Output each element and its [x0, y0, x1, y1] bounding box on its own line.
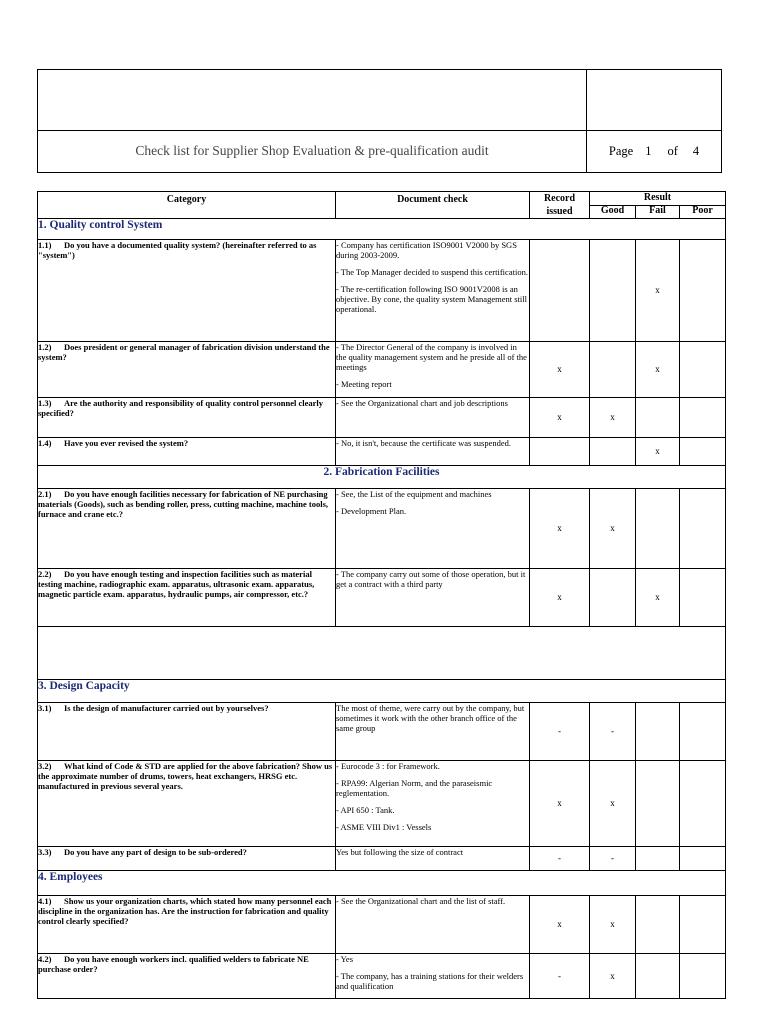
good-mark: [590, 569, 636, 627]
good-header: Good: [590, 206, 636, 219]
record-mark: -: [530, 954, 590, 999]
section-title: 2. Fabrication Facilities: [38, 466, 726, 489]
document-check-item: - The company carry out some of those operation, but it get a contract with a third party: [336, 569, 526, 590]
table-row: [38, 703, 726, 761]
fail-mark: [636, 847, 680, 871]
document-check-cell: [336, 489, 530, 569]
record-mark: -: [530, 703, 590, 761]
question-cell: [38, 954, 336, 999]
question-cell: [38, 398, 336, 438]
document-check-item: - The company, has a training stations for their welders and qualification: [336, 971, 524, 992]
fail-mark: x: [636, 569, 680, 627]
question-text: Have you ever revised the system?: [64, 438, 189, 448]
section-title: 1. Quality control System: [38, 219, 726, 240]
document-check-cell: [336, 398, 530, 438]
poor-mark: [680, 398, 726, 438]
page-current: 1: [645, 143, 652, 158]
question-cell: [38, 847, 336, 871]
question-text: What kind of Code & STD are applied for the above fabrication? Show us the approximate number of drums, towers, heat exchangers, HRSG etc. manufactured in previous several years.: [38, 761, 333, 792]
question-text: Show us your organization charts, which stated how many personnel each discipline in the organization has. Are the instruction for fabrication and quality control clearly specified?: [38, 896, 332, 927]
document-check-item: The most of theme, were carry out by the company, but sometimes it work with the other branch office of the same group: [336, 703, 525, 734]
document-check-cell: [336, 761, 530, 847]
poor-mark: [680, 847, 726, 871]
table-row: [38, 569, 726, 627]
document-check-item: - API 650 : Tank.: [336, 805, 395, 816]
question-cell: [38, 703, 336, 761]
question-cell: [38, 761, 336, 847]
document-check-item: - Meeting report: [336, 379, 392, 390]
poor-mark: [680, 761, 726, 847]
document-check-cell: [336, 703, 530, 761]
question-text: Is the design of manufacturer carried out by yourselves?: [64, 703, 269, 713]
document-check-cell: [336, 569, 530, 627]
document-check-item: - See, the List of the equipment and machines: [336, 489, 492, 499]
record-mark: x: [530, 896, 590, 954]
document-check-cell: [336, 342, 530, 398]
section-row: [38, 466, 726, 489]
record-mark: x: [530, 398, 590, 438]
checklist-table: [37, 191, 726, 999]
poor-header: Poor: [680, 206, 726, 219]
record-mark: [530, 240, 590, 342]
record-mark: x: [530, 342, 590, 398]
question-number: 3.3): [38, 847, 52, 857]
record-issued-header: [530, 192, 590, 219]
question-cell: [38, 569, 336, 627]
document-check-item: Yes but following the size of contract: [336, 847, 464, 857]
question-number: 3.2): [38, 761, 52, 771]
document-check-cell: [336, 240, 530, 342]
record-mark: x: [530, 489, 590, 569]
table-row: [38, 896, 726, 954]
question-number: 1.1): [38, 240, 52, 250]
question-number: 4.2): [38, 954, 52, 964]
section-title: 4. Employees: [38, 871, 726, 896]
poor-mark: [680, 438, 726, 466]
fail-mark: x: [636, 240, 680, 342]
fail-mark: [636, 761, 680, 847]
section-title: 3. Design Capacity: [38, 680, 726, 703]
fail-mark: [636, 489, 680, 569]
good-mark: -: [590, 847, 636, 871]
document-check-cell: [336, 954, 530, 999]
document-check-cell: [336, 847, 530, 871]
section-spacer-cell: [38, 627, 726, 680]
table-row: [38, 438, 726, 466]
document-check-item: - No, it isn't, because the certificate was suspended.: [336, 438, 512, 448]
document-check-item: - Yes: [336, 954, 354, 964]
document-check-item: - ASME VIII Div1 : Vessels: [336, 822, 432, 833]
question-number: 2.1): [38, 489, 52, 499]
checklist-body: [38, 219, 726, 999]
question-number: 3.1): [38, 703, 52, 713]
question-text: Does president or general manager of fabrication division understand the system?: [38, 342, 330, 363]
document-header: [37, 69, 722, 173]
fail-mark: [636, 398, 680, 438]
document-check-header: Document check: [336, 192, 530, 219]
fail-mark: [636, 954, 680, 999]
table-row: [38, 954, 726, 999]
table-header-row: [38, 192, 726, 206]
table-row: [38, 761, 726, 847]
table-row: [38, 847, 726, 871]
question-number: 1.2): [38, 342, 52, 352]
section-spacer: [38, 627, 726, 680]
poor-mark: [680, 342, 726, 398]
document-check-item: - RPA99: Algerian Norm, and the paraseismic reglementation.: [336, 778, 493, 799]
section-row: [38, 219, 726, 240]
result-header: Result: [590, 192, 726, 206]
question-text: Do you have any part of design to be sub-ordered?: [64, 847, 247, 857]
question-number: 4.1): [38, 896, 52, 906]
fail-header: Fail: [636, 206, 680, 219]
record-mark: [530, 438, 590, 466]
good-mark: x: [590, 398, 636, 438]
question-text: Do you have enough facilities necessary for fabrication of NE purchasing materials (Goods), such as bending roller, press, cutting machine, machine tools, furnace and crane etc.?: [38, 489, 329, 520]
table-row: [38, 342, 726, 398]
record-issued-line-1: Record: [543, 193, 576, 204]
question-text: Do you have a documented quality system? (hereinafter referred to as "system"): [38, 240, 317, 261]
section-row: [38, 680, 726, 703]
record-mark: x: [530, 761, 590, 847]
document-check-item: - The re-certification following ISO 9001V2008 is an objective. By cone, the quality system Management still operational.: [336, 284, 527, 315]
page-indicator: [587, 130, 721, 172]
question-number: 2.2): [38, 569, 52, 579]
fail-mark: [636, 896, 680, 954]
good-mark: x: [590, 489, 636, 569]
good-mark: x: [590, 896, 636, 954]
record-mark: -: [530, 847, 590, 871]
fail-mark: [636, 703, 680, 761]
good-mark: [590, 438, 636, 466]
fail-mark: x: [636, 438, 680, 466]
poor-mark: [680, 489, 726, 569]
document-check-cell: [336, 896, 530, 954]
page-total: 4: [692, 143, 700, 158]
document-check-item: - Eurocode 3 : for Framework.: [336, 761, 440, 771]
table-row: [38, 489, 726, 569]
good-mark: x: [590, 954, 636, 999]
document-check-item: - See the Organizational chart and job descriptions: [336, 398, 508, 408]
good-mark: [590, 240, 636, 342]
document-check-item: - Company has certification ISO9001 V2000 by SGS during 2003-2009.: [336, 240, 517, 261]
section-row: [38, 871, 726, 896]
document-title: Check list for Supplier Shop Evaluation & pre-qualification audit: [135, 143, 489, 158]
poor-mark: [680, 569, 726, 627]
fail-mark: x: [636, 342, 680, 398]
document-check-item: - See the Organizational chart and the list of staff.: [336, 896, 506, 906]
document-check-item: - Development Plan.: [336, 506, 407, 517]
question-text: Do you have enough testing and inspection facilities such as material testing machine, radiographic exam. apparatus, ultrasonic exam. apparatus, magnetic particle exam. apparatus, hydraulic pumps, air compressor, etc.?: [38, 569, 315, 600]
page-of-label: of: [667, 143, 678, 158]
category-header: Category: [38, 192, 336, 219]
page-label: Page: [608, 143, 634, 158]
poor-mark: [680, 703, 726, 761]
good-mark: [590, 342, 636, 398]
good-mark: -: [590, 703, 636, 761]
question-cell: [38, 896, 336, 954]
record-mark: x: [530, 569, 590, 627]
document-check-item: - The Director General of the company is involved in the quality management system and he preside all of the meetings: [336, 342, 527, 373]
question-text: Are the authority and responsibility of quality control personnel clearly specified?: [38, 398, 324, 419]
question-text: Do you have enough workers incl. qualified welders to fabricate NE purchase order?: [38, 954, 309, 975]
table-row: [38, 398, 726, 438]
poor-mark: [680, 240, 726, 342]
question-cell: [38, 489, 336, 569]
table-row: [38, 240, 726, 342]
poor-mark: [680, 954, 726, 999]
question-number: 1.4): [38, 438, 52, 448]
document-check-item: - The Top Manager decided to suspend this certification.: [336, 267, 528, 278]
poor-mark: [680, 896, 726, 954]
question-cell: [38, 438, 336, 466]
record-issued-line-2: issued: [546, 205, 573, 217]
question-cell: [38, 240, 336, 342]
question-number: 1.3): [38, 398, 52, 408]
good-mark: x: [590, 761, 636, 847]
question-cell: [38, 342, 336, 398]
document-check-cell: [336, 438, 530, 466]
